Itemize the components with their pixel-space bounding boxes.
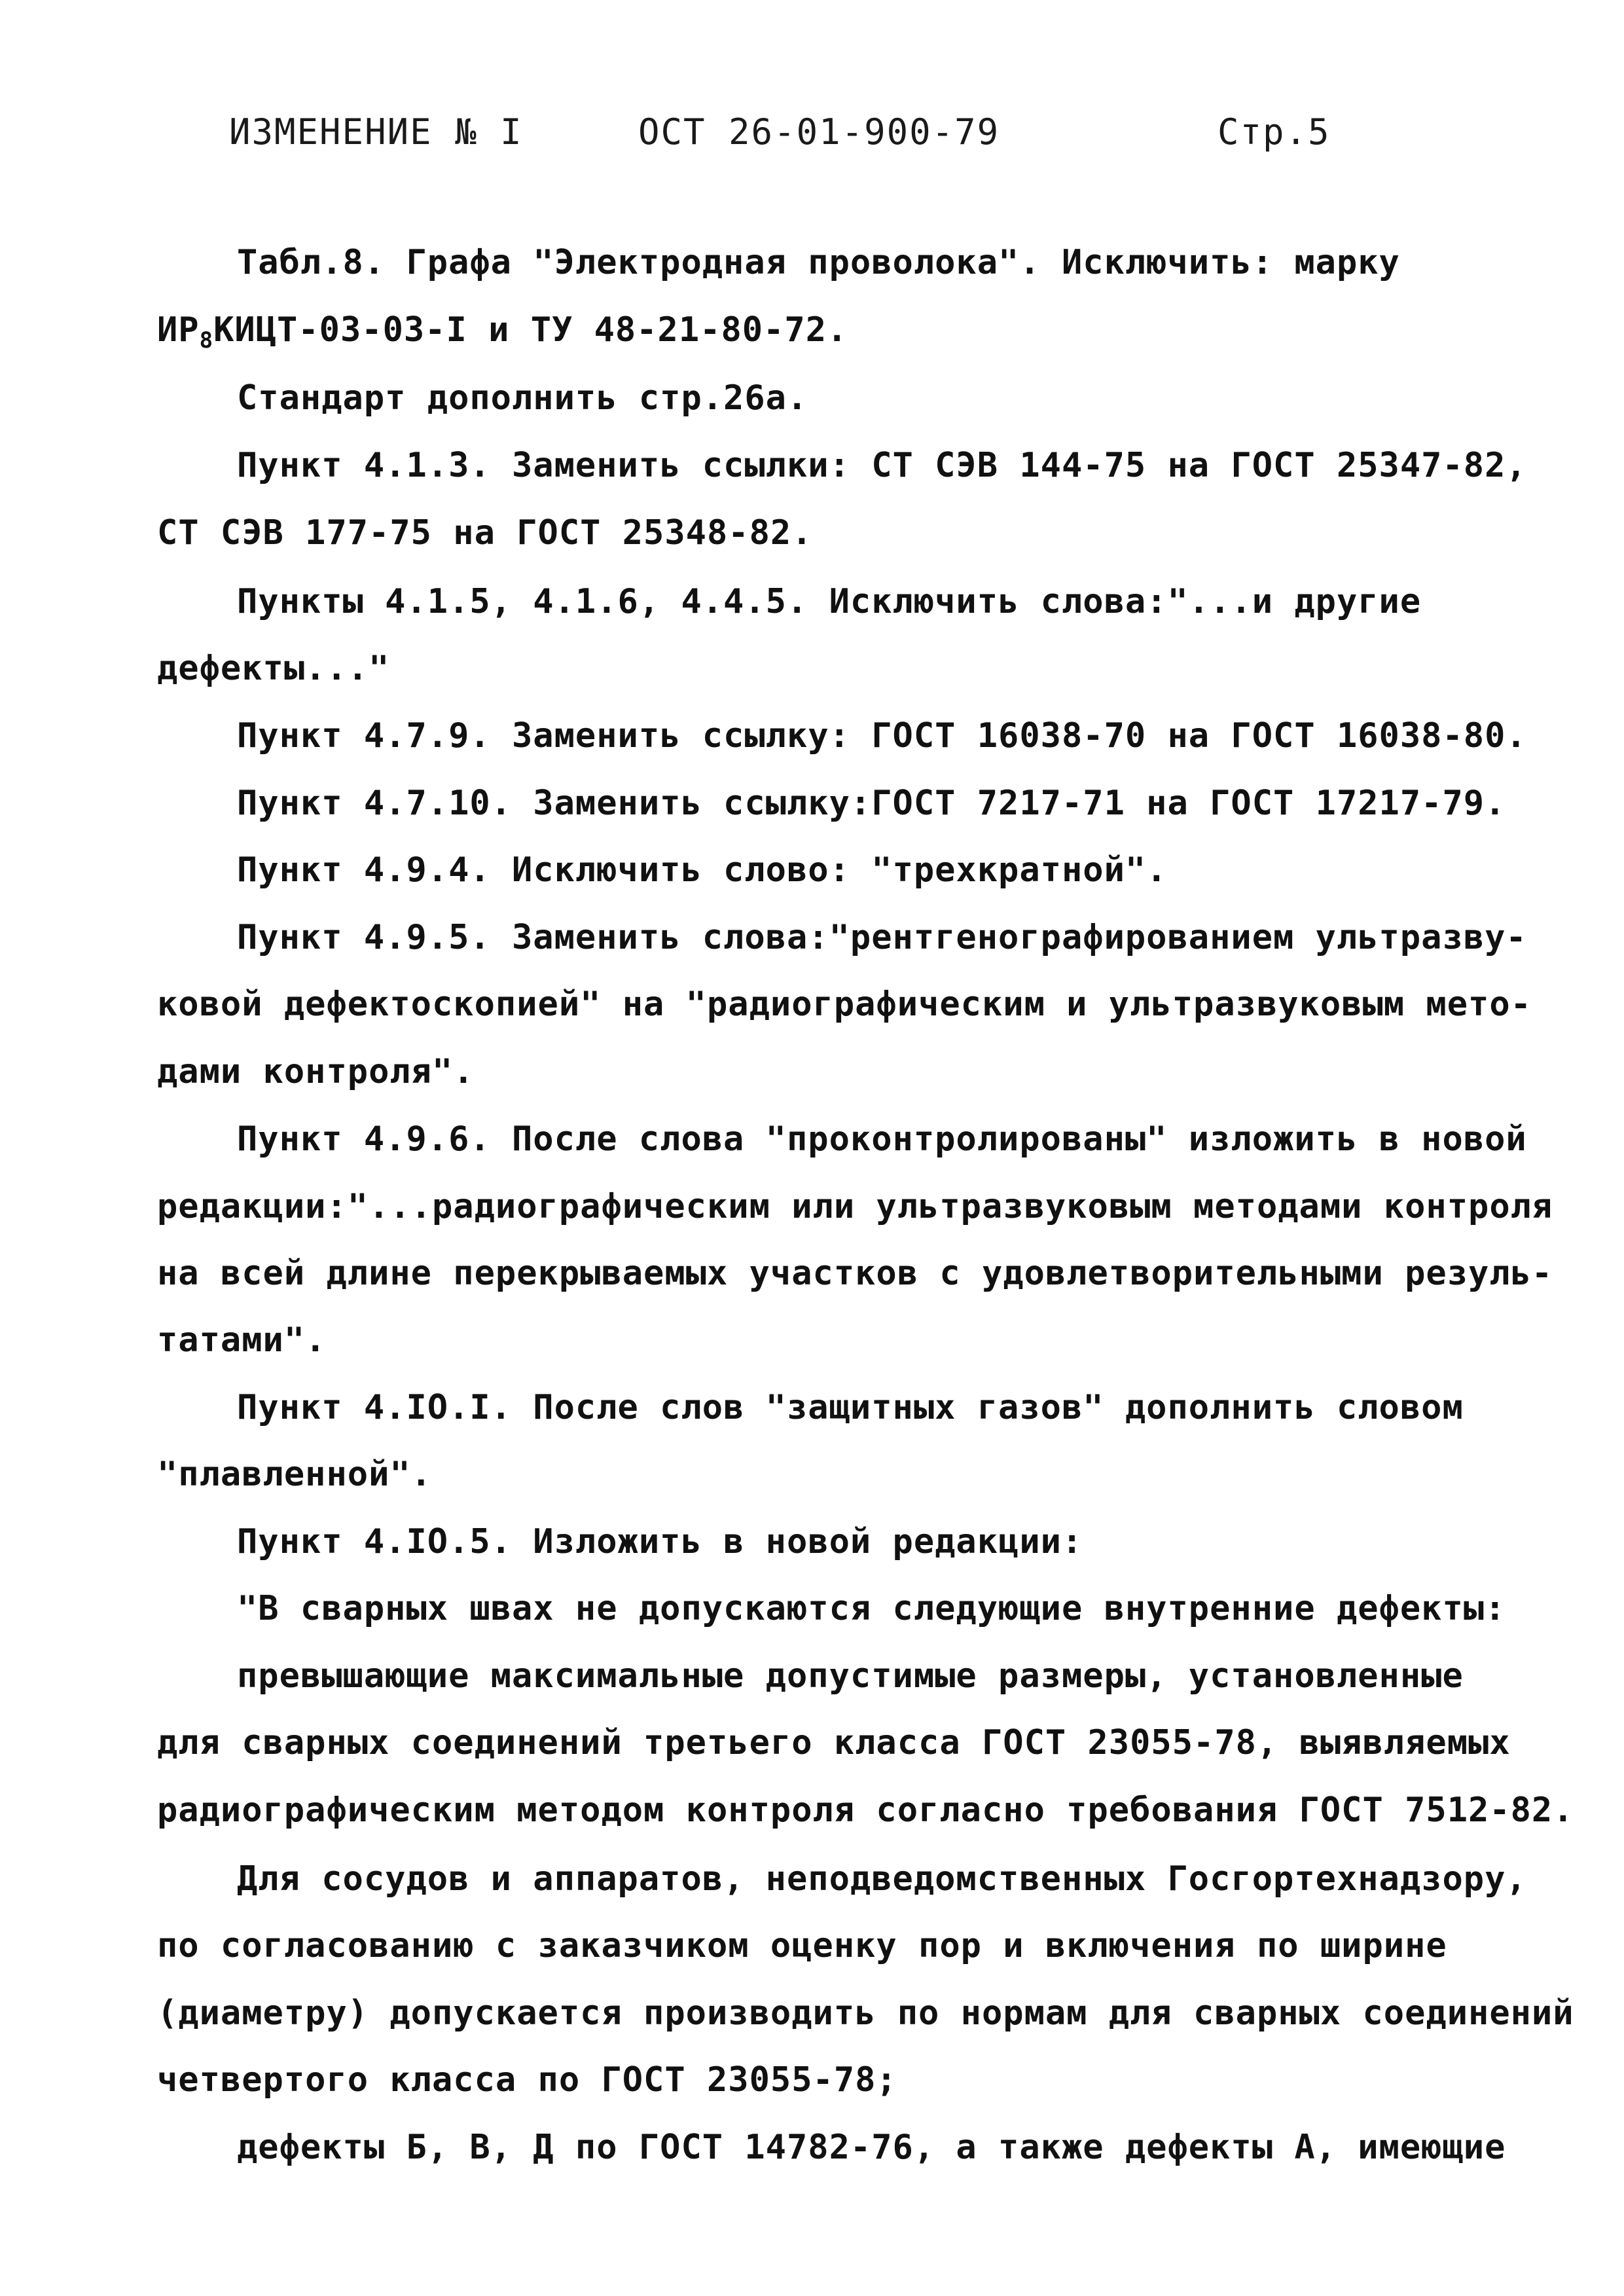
text-line: Табл.8. Графа "Электродная проволока". Исключить: марку bbox=[237, 243, 1400, 282]
text-line: четвертого класса по ГОСТ 23055-78; bbox=[157, 2060, 897, 2100]
text-line: Пункт 4.IO.I. После слов "защитных газов" дополнить словом bbox=[237, 1388, 1464, 1427]
text-line: для сварных соединений третьего класса ГОСТ 23055-78, выявляемых bbox=[157, 1723, 1511, 1762]
text-line: Пункт 4.1.3. Заменить ссылки: СТ СЭВ 144-75 на ГОСТ 25347-82, bbox=[237, 446, 1527, 485]
subscript: 8 bbox=[199, 327, 214, 354]
text-line: "плавленной". bbox=[157, 1455, 432, 1494]
page-header bbox=[0, 111, 1624, 164]
text-line: редакции:"...радиографическим или ультразвуковым методами контроля bbox=[157, 1187, 1553, 1226]
text-line: СТ СЭВ 177-75 на ГОСТ 25348-82. bbox=[157, 513, 813, 553]
text-line: по согласованию с заказчиком оценку пор и включения по ширине bbox=[157, 1926, 1447, 1965]
text-line: "В сварных швах не допускаются следующие внутренние дефекты: bbox=[237, 1589, 1506, 1628]
text-line: Пункт 4.9.4. Исключить слово: "трехкратной". bbox=[237, 850, 1168, 890]
page-number: Стр.5 bbox=[1218, 111, 1331, 153]
text-line bbox=[157, 310, 848, 354]
text-line: Стандарт дополнить стр.26а. bbox=[237, 378, 808, 418]
text-line: дефекты Б, В, Д по ГОСТ 14782-76, а также дефекты А, имеющие bbox=[237, 2128, 1506, 2167]
text-line: Пункты 4.1.5, 4.1.6, 4.4.5. Исключить слова:"...и другие bbox=[237, 582, 1422, 621]
text-fragment: КИЦТ-03-03-I и ТУ 48-21-80-72. bbox=[213, 310, 848, 350]
text-line: радиографическим методом контроля согласно требования ГОСТ 7512-82. bbox=[157, 1791, 1574, 1830]
text-line: Пункт 4.7.10. Заменить ссылку:ГОСТ 7217-71 на ГОСТ 17217-79. bbox=[237, 784, 1506, 823]
text-line: на всей длине перекрываемых участков с удовлетворительными резуль- bbox=[157, 1254, 1553, 1293]
text-line: ковой дефектоскопией" на "радиографическим и ультразвуковым мето- bbox=[157, 985, 1532, 1024]
text-line: (диаметру) допускается производить по нормам для сварных соединений bbox=[157, 1994, 1574, 2033]
text-line: дами контроля". bbox=[157, 1052, 475, 1091]
text-line: Пункт 4.9.5. Заменить слова:"рентгенографированием ультразву- bbox=[237, 918, 1527, 957]
text-line: Пункт 4.7.9. Заменить ссылку: ГОСТ 16038-70 на ГОСТ 16038-80. bbox=[237, 716, 1527, 756]
text-line: татами". bbox=[157, 1321, 327, 1360]
text-line: Пункт 4.IO.5. Изложить в новой редакции: bbox=[237, 1522, 1083, 1561]
text-line: Пункт 4.9.6. После слова "проконтролированы" изложить в новой bbox=[237, 1120, 1527, 1159]
text-line: дефекты..." bbox=[157, 649, 390, 688]
text-line: Для сосудов и аппаратов, неподведомственных Госгортехнадзору, bbox=[237, 1859, 1527, 1899]
change-number: ИЗМЕНЕНИЕ № I bbox=[229, 111, 523, 153]
text-fragment: ИР bbox=[157, 310, 200, 350]
standard-number: ОСТ 26-01-900-79 bbox=[638, 111, 1000, 153]
text-line: превышающие максимальные допустимые размеры, установленные bbox=[237, 1656, 1464, 1696]
